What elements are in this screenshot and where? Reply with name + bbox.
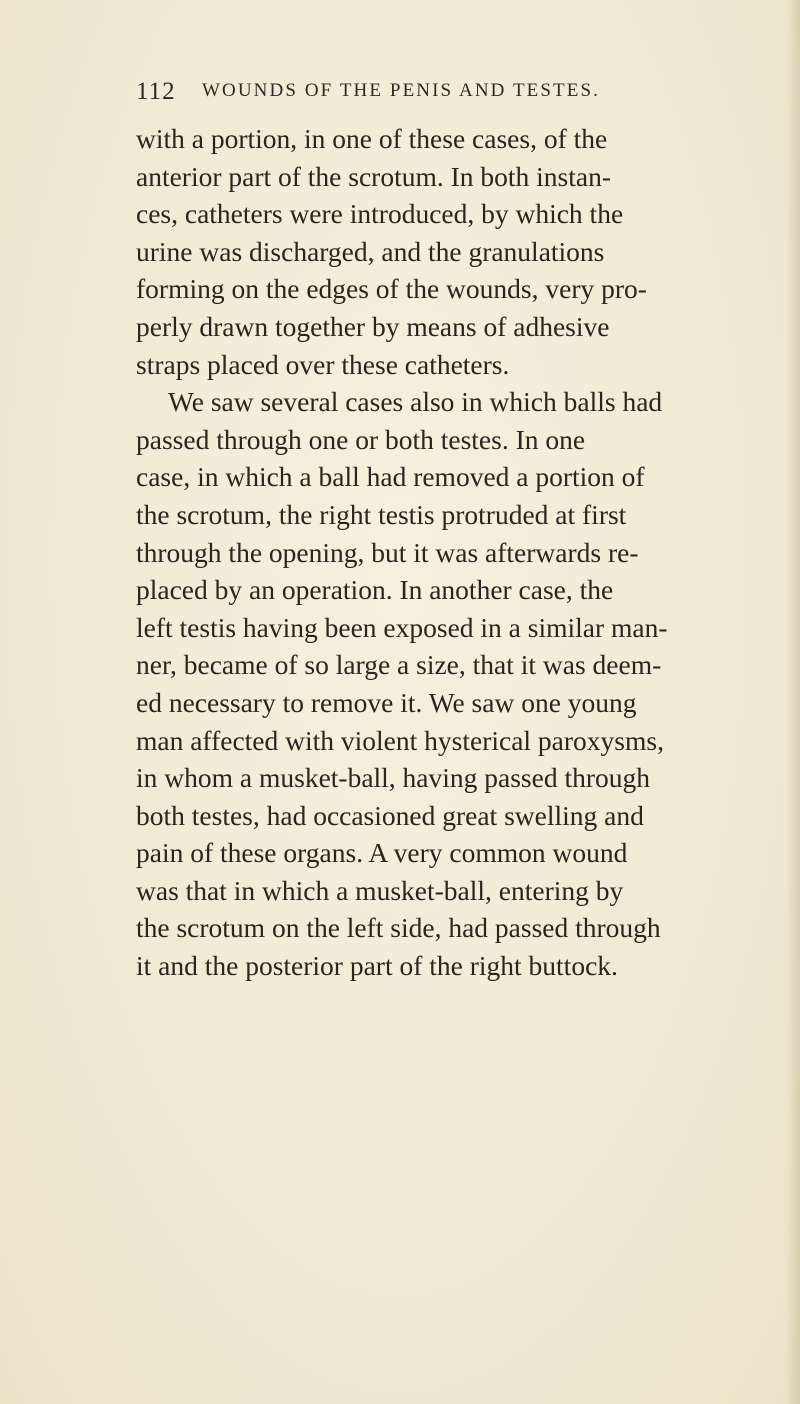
text-line: man affected with violent hysterical paroxysms, bbox=[136, 724, 664, 756]
text-line: ces, catheters were introduced, by which the bbox=[136, 198, 624, 230]
text-line: placed by an operation. In another case, the bbox=[136, 574, 614, 606]
text-line: left testis having been exposed in a similar man- bbox=[136, 611, 668, 643]
text-line: We saw several cases also in which balls had bbox=[168, 386, 663, 418]
text-line: in whom a musket-ball, having passed through bbox=[136, 762, 651, 794]
text-line: the scrotum on the left side, had passed through bbox=[136, 912, 661, 944]
text-line: perly drawn together by means of adhesive bbox=[136, 310, 610, 342]
running-title: WOUNDS OF THE PENIS AND TESTES. bbox=[202, 80, 600, 101]
body-text bbox=[136, 120, 756, 985]
page-number: 112 bbox=[136, 78, 176, 105]
text-line: straps placed over these catheters. bbox=[136, 348, 510, 380]
text-line: through the opening, but it was afterwards re- bbox=[136, 536, 639, 568]
page-edge-shadow bbox=[786, 0, 800, 1404]
text-line: case, in which a ball had removed a portion of bbox=[136, 461, 645, 493]
text-line: it and the posterior part of the right buttock. bbox=[136, 950, 618, 982]
text-line: ner, became of so large a size, that it was deem- bbox=[136, 649, 662, 681]
text-line: forming on the edges of the wounds, very pro- bbox=[136, 273, 647, 305]
text-line: urine was discharged, and the granulations bbox=[136, 235, 605, 267]
text-line: both testes, had occasioned great swelling and bbox=[136, 799, 644, 831]
text-line: passed through one or both testes. In one bbox=[136, 423, 586, 455]
text-line: anterior part of the scrotum. In both instan- bbox=[136, 160, 612, 192]
text-line: the scrotum, the right testis protruded at first bbox=[136, 498, 627, 530]
text-line: pain of these organs. A very common wound bbox=[136, 837, 628, 869]
text-line: ed necessary to remove it. We saw one young bbox=[136, 686, 637, 718]
running-header bbox=[136, 78, 736, 112]
text-line: with a portion, in one of these cases, of the bbox=[136, 123, 608, 154]
text-line: was that in which a musket-ball, entering by bbox=[136, 874, 624, 906]
